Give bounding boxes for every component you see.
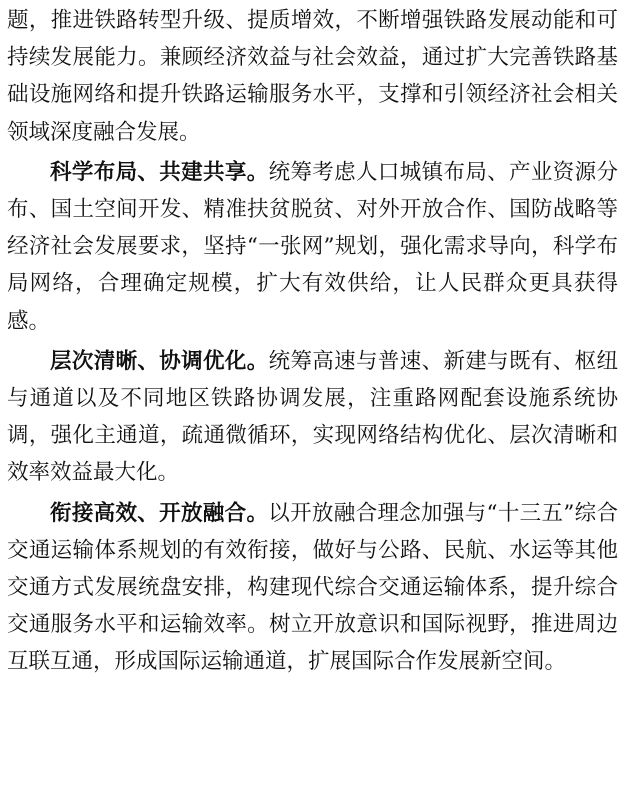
paragraph-continuation — [7, 2, 618, 151]
paragraph-lead: 衔接高效、开放融合。 — [50, 500, 269, 526]
paragraph-clear-hierarchy — [7, 343, 618, 492]
paragraph-lead: 层次清晰、协调优化。 — [50, 348, 269, 374]
paragraph-efficient-connection — [7, 495, 618, 681]
paragraph-body: 统筹考虑人口城镇布局、产业资源分布、国土空间开发、精准扶贫脱贫、对外开放合作、国防战略等经济社会发展要求，坚持“一张网”规划，强化需求导向，科学布局网络，合理确定规模，扩大有效供给，让人民群众更具获得感。 — [7, 159, 618, 334]
paragraph-body: 以开放融合理念加强与“十三五”综合交通运输体系规划的有效衔接，做好与公路、民航、水运等其他交通方式发展统盘安排，构建现代综合交通运输体系，提升综合交通服务水平和运输效率。树立开放意识和国际视野，推进周边互联互通，形成国际运输通道，扩展国际合作发展新空间。 — [7, 500, 618, 675]
paragraph-lead: 科学布局、共建共享。 — [50, 159, 269, 185]
paragraph-body: 题，推进铁路转型升级、提质增效，不断增强铁路发展动能和可持续发展能力。兼顾经济效益与社会效益，通过扩大完善铁路基础设施网络和提升铁路运输服务水平，支撑和引领经济社会相关领域深度融合发展。 — [7, 8, 618, 145]
paragraph-body: 统筹高速与普速、新建与既有、枢纽与通道以及不同地区铁路协调发展，注重路网配套设施系统协调，强化主通道，疏通微循环，实现网络结构优化、层次清晰和效率效益最大化。 — [7, 348, 618, 486]
paragraph-scientific-layout — [7, 154, 618, 340]
